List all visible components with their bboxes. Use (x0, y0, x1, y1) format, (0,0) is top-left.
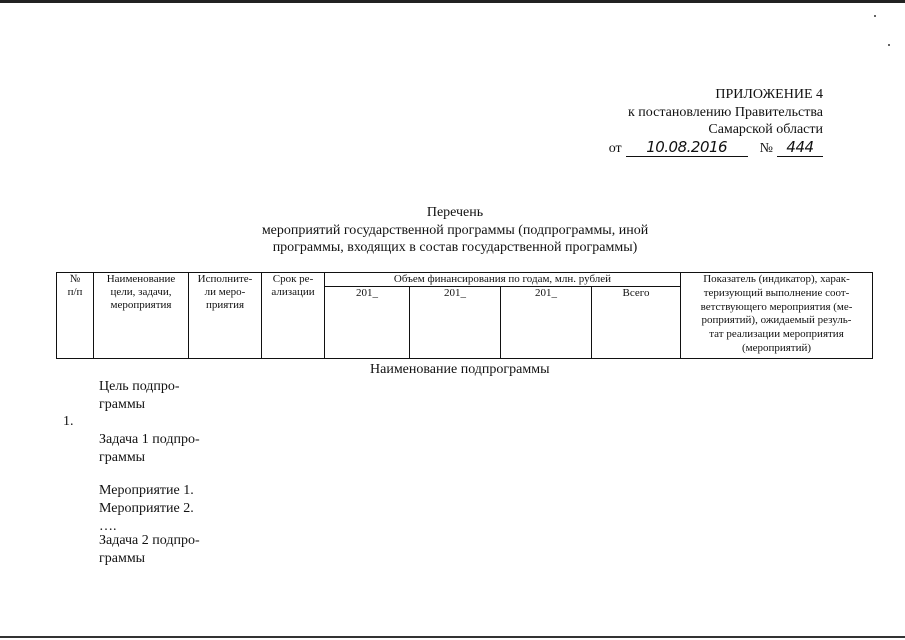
header-year-1: 201_ (325, 287, 410, 359)
header-name-line: цели, задачи, (110, 286, 172, 298)
header-executor (189, 273, 262, 359)
task2-line: Задача 2 подпро- (99, 533, 200, 548)
header-indicator-line: роприятий), ожидаемый резуль- (701, 314, 852, 327)
handwritten-number: 444 (777, 139, 823, 158)
header-term (262, 273, 325, 359)
number-label: № (759, 140, 773, 156)
subprogram-task-2 (99, 532, 200, 568)
title-line: мероприятий государственной программы (подпрограммы, иной (261, 222, 649, 238)
subprogram-task-1 (99, 431, 200, 467)
row-number: 1. (63, 414, 74, 429)
header-num-line: № (69, 273, 81, 285)
header-num (57, 273, 94, 359)
header-funding: Объем финансирования по годам, млн. рублей (325, 273, 681, 287)
header-name-line: Наименование (106, 273, 176, 285)
header-year-3: 201_ (501, 287, 592, 359)
appendix-number: ПРИЛОЖЕНИЕ 4 (715, 87, 823, 102)
header-num-line: п/п (67, 286, 83, 298)
header-indicator-line: ветствующего мероприятия (ме- (700, 300, 853, 313)
header-indicator-line: теризующий выполнение соот- (703, 286, 850, 299)
subprogram-events (99, 482, 194, 536)
header-executor-line: Исполните- (197, 273, 253, 285)
goal-line: граммы (99, 397, 146, 412)
header-indicator-line: (мероприятий) (741, 341, 812, 354)
subprogram-heading: Наименование подпрограммы (370, 362, 550, 377)
header-executor-line: ли меро- (204, 286, 246, 298)
header-indicator (681, 273, 873, 359)
header-term-line: ализации (271, 286, 315, 298)
scan-speck (888, 44, 890, 46)
scan-speck (874, 15, 876, 17)
appendix-header (609, 86, 823, 157)
appendix-region-line: Самарской области (708, 122, 823, 137)
title-line: программы, входящих в состав государственной программы) (272, 240, 638, 255)
header-name (94, 273, 189, 359)
subprogram-goal (99, 378, 180, 414)
task2-line: граммы (99, 551, 146, 566)
header-total: Всего (592, 287, 681, 359)
event-line: Мероприятие 2. (99, 501, 194, 516)
task1-line: граммы (99, 450, 146, 465)
event-line: …. (99, 519, 117, 534)
task1-line: Задача 1 подпро- (99, 432, 200, 447)
title-line: Перечень (426, 205, 484, 220)
appendix-ref-line: к постановлению Правительства (627, 104, 823, 120)
event-line: Мероприятие 1. (99, 483, 194, 498)
page-bottom-border (0, 636, 905, 638)
header-year-2: 201_ (410, 287, 501, 359)
events-table (56, 272, 873, 359)
header-executor-line: приятия (205, 299, 245, 311)
document-title (230, 204, 680, 257)
appendix-date-line (609, 139, 823, 158)
handwritten-date: 10.08.2016 (626, 139, 748, 158)
goal-line: Цель подпро- (99, 379, 180, 394)
page-top-border (0, 0, 905, 3)
header-indicator-line: тат реализации мероприятия (709, 328, 844, 341)
header-indicator-line: Показатель (индикатор), харак- (703, 273, 850, 285)
header-name-line: мероприятия (110, 299, 172, 311)
from-label: от (608, 140, 622, 156)
header-term-line: Срок ре- (272, 273, 314, 285)
